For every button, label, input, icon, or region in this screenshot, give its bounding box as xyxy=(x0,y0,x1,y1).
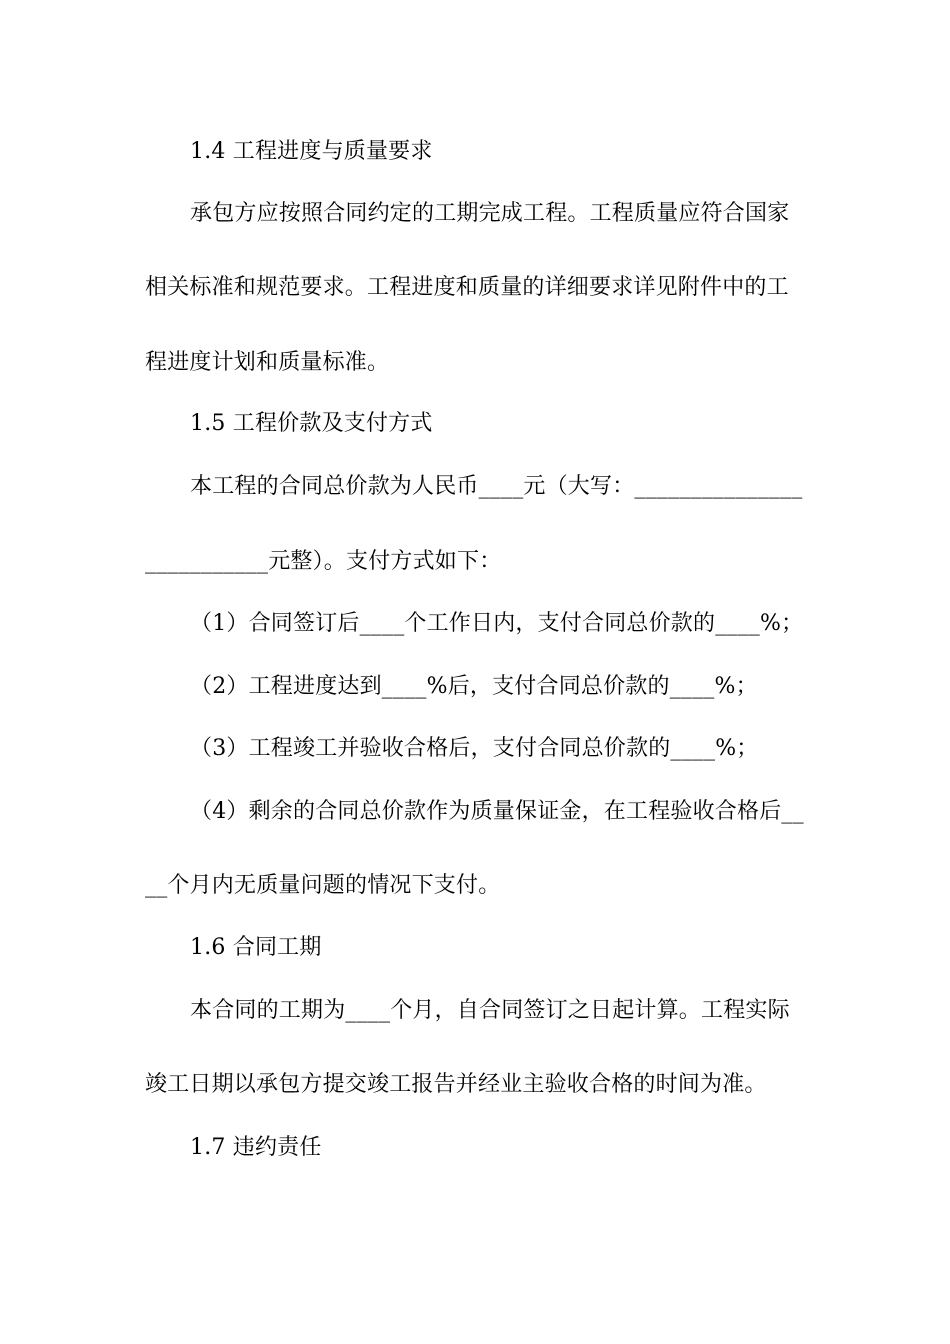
section-heading-1-7: 1.7 违约责任 xyxy=(190,1135,322,1160)
paragraph-line: ___________元整）。支付方式如下： xyxy=(145,549,502,574)
paragraph-line: 本合同的工期为____个月，自合同签订之日起计算。工程实际 xyxy=(190,998,790,1023)
paragraph-line: 本工程的合同总价款为人民币____元（大写：_______________ xyxy=(190,474,803,499)
payment-item-4: （4）剩余的合同总价款作为质量保证金，在工程验收合格后__ xyxy=(190,799,804,824)
paragraph-line: 程进度计划和质量标准。 xyxy=(145,350,390,375)
paragraph-line: 相关标准和规范要求。工程进度和质量的详细要求详见附件中的工 xyxy=(145,275,789,300)
section-heading-1-6: 1.6 合同工期 xyxy=(190,935,322,960)
payment-item-1: （1）合同签订后____个工作日内，支付合同总价款的____%； xyxy=(190,611,804,636)
section-heading-1-4: 1.4 工程进度与质量要求 xyxy=(190,139,433,164)
payment-item-2: （2）工程进度达到____%后，支付合同总价款的____%； xyxy=(190,674,758,699)
section-heading-1-5: 1.5 工程价款及支付方式 xyxy=(190,411,433,436)
paragraph-line: 竣工日期以承包方提交竣工报告并经业主验收合格的时间为准。 xyxy=(145,1072,767,1097)
paragraph-line: 承包方应按照合同约定的工期完成工程。工程质量应符合国家 xyxy=(190,201,790,226)
payment-item-3: （3）工程竣工并验收合格后，支付合同总价款的____%； xyxy=(190,736,759,761)
paragraph-line: __个月内无质量问题的情况下支付。 xyxy=(145,873,501,898)
